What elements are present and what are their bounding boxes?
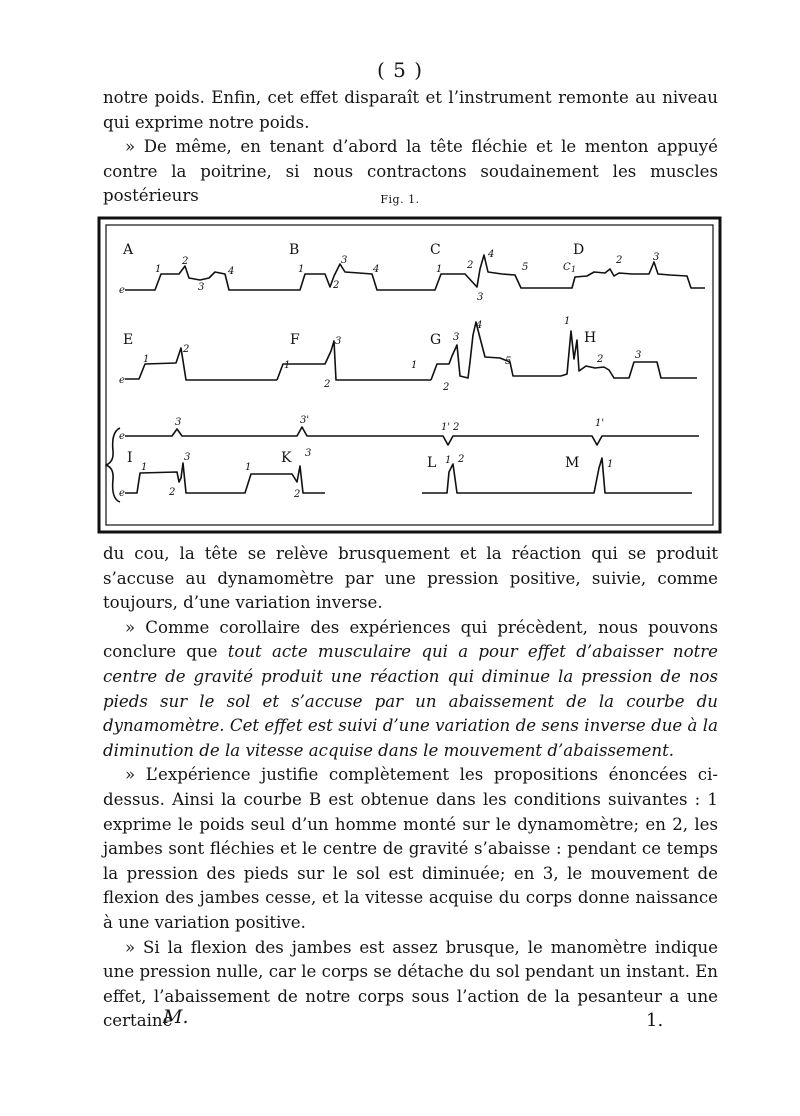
point-label: 3: [335, 336, 342, 347]
curve-D: [560, 262, 705, 288]
point-label: 3: [198, 282, 205, 293]
curve-letter-K: K: [281, 450, 292, 466]
baseline-mark: e: [119, 285, 125, 296]
text-block-top: [103, 86, 718, 209]
curve-letter-B: B: [289, 242, 300, 258]
point-label: 4: [476, 320, 483, 331]
point-label: 1': [595, 418, 605, 429]
point-label: 3': [300, 415, 310, 426]
curve-letter-G: G: [430, 332, 442, 348]
point-label: 3: [305, 448, 312, 459]
curve-H: [561, 331, 697, 378]
point-label: 2: [183, 344, 190, 355]
point-label: 1: [284, 360, 291, 371]
baseline-mark: e: [119, 431, 125, 442]
point-label: 1: [298, 264, 305, 275]
point-label: 3: [175, 417, 182, 428]
point-label: 3: [453, 332, 460, 343]
point-label: 1: [245, 462, 252, 473]
curve-letter-F: F: [290, 332, 300, 348]
paragraph-roman-part: » Comme corollaire des expériences qui précèdent, nous pouvons conclure que: [103, 617, 718, 662]
point-label: 3: [635, 350, 642, 361]
point-label: 1: [141, 462, 148, 473]
point-label: 2: [467, 260, 474, 271]
point-label: 2: [616, 255, 623, 266]
paragraph: notre poids. Enfin, cet effet disparaît et l’instrument remonte au niveau qui exprime notre poids.: [103, 88, 718, 132]
paragraph: [103, 616, 718, 764]
point-label: 1': [441, 422, 451, 433]
point-label: 4: [228, 266, 235, 277]
sheet-mark: 1.: [646, 1010, 664, 1031]
point-label: 1: [436, 264, 443, 275]
point-label: 1: [445, 455, 452, 466]
point-label: 1: [607, 459, 614, 470]
baseline-mark: e: [119, 375, 125, 386]
point-label: 5: [522, 262, 529, 273]
paragraph: » De même, en tenant d’abord la tête fléchie et le menton appuyé contre la poitrine, si nous contractons soudainement les muscles postérieurs: [103, 137, 718, 206]
point-label: 4: [488, 249, 495, 260]
figure-caption: Fig. 1.: [380, 193, 420, 206]
paragraph: du cou, la tête se relève brusquement et la réaction qui se produit s’accuse au dynamomètre par une pression positive, suivie, comme toujours, d’une variation inverse.: [103, 544, 718, 613]
point-label: 1: [564, 316, 571, 327]
point-label: 3: [341, 255, 348, 266]
point-label: 2: [458, 454, 465, 465]
point-label: 3: [477, 292, 484, 303]
point-label: 2: [169, 487, 176, 498]
point-label: 2: [597, 354, 604, 365]
point-label: 2: [294, 489, 301, 500]
text-block-bottom: [103, 542, 718, 1034]
curve-letter-M: M: [565, 455, 580, 471]
point-label: 2: [324, 379, 331, 390]
point-label: 1: [155, 264, 162, 275]
paragraph: » L’expérience justifie complètement les propositions énoncées ci-dessus. Ainsi la courbe B est obtenue dans les conditions suivantes : 1 exprime le poids seul d’un homme monté sur le dynamomètre; en 2, les jambes sont fléchies et le centre de gravité s’abaisse : pendant ce temps la pression des pieds sur le sol est diminuée; en 3, le mouvement de flexion des jambes cesse, et la vitesse acquise du corps donne naissance à une variation positive.: [103, 765, 718, 932]
point-label: 4: [373, 264, 380, 275]
point-label: 3: [653, 252, 660, 263]
baseline-mark: e: [119, 488, 125, 499]
point-label: 3: [184, 452, 191, 463]
curve-letter-I: I: [127, 450, 133, 466]
point-label: 1: [143, 354, 150, 365]
figure-svg: [97, 216, 722, 534]
point-label: 2: [333, 280, 340, 291]
point-label: 1: [571, 265, 577, 274]
figure-inner-frame: [106, 225, 713, 525]
figure-outer-frame: [99, 218, 720, 532]
curve-F: [277, 341, 431, 380]
curve-reference: [125, 427, 699, 445]
curve-letter-L: L: [427, 455, 437, 471]
paragraph: » Si la flexion des jambes est assez brusque, le manomètre indique une pression nulle, car le corps se détache du sol pendant un instant. En effet, l’abaissement de notre corps sous l’action de la pesanteur a une certaine: [103, 937, 718, 1031]
curve-letter-E: E: [123, 332, 134, 348]
curve-letter-A: A: [123, 242, 134, 258]
point-label: C: [563, 262, 571, 273]
brace: [106, 428, 120, 502]
figure-1: [97, 216, 722, 534]
curve-G: [431, 322, 561, 380]
page-number: ( 5 ): [376, 58, 424, 82]
point-label: 2: [453, 422, 460, 433]
point-label: 5: [505, 356, 512, 367]
curve-letter-D: D: [573, 242, 585, 258]
point-label: 1: [411, 360, 418, 371]
point-label: 2: [182, 256, 189, 267]
curve-letter-H: H: [584, 330, 597, 346]
signature-mark: M.: [163, 1006, 189, 1028]
paragraph-italic-part: tout acte musculaire qui a pour effet d’abaisser notre centre de gravité produit une réaction qui diminue la pression de nos pieds sur le sol et s’accuse par un abaissement de la courbe du dynamomètre. Cet effet est suivi d’une variation de sens inverse due à la diminution de la vitesse acquise dans le mouvement d’abaissement.: [103, 642, 718, 760]
point-label: 2: [443, 382, 450, 393]
curve-letter-C: C: [430, 242, 441, 258]
